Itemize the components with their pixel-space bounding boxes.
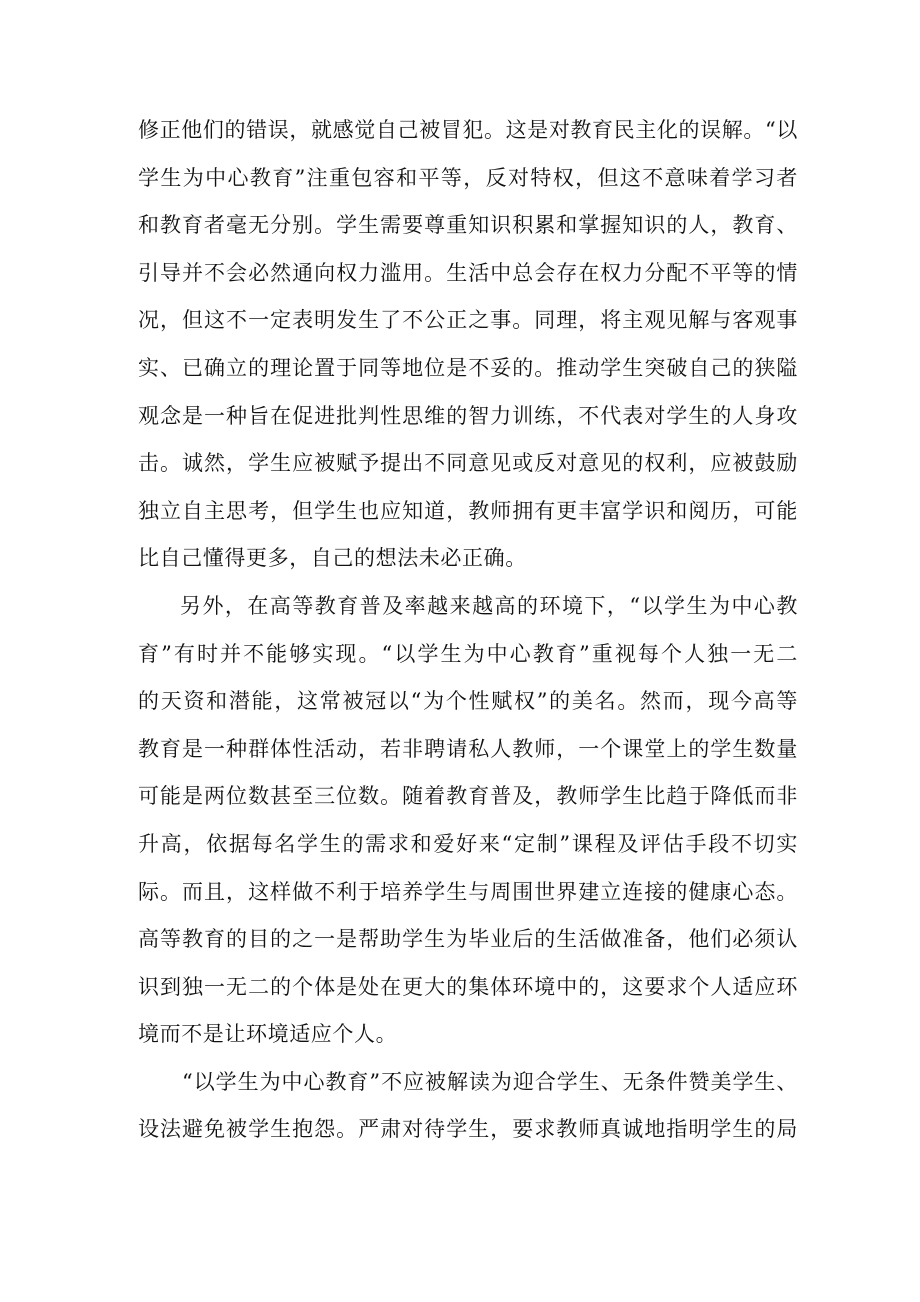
text-line: 高等教育的目的之一是帮助学生为毕业后的生活做准备，他们必须认 bbox=[138, 927, 798, 952]
text-line: 育”有时并不能够实现。“以学生为中心教育”重视每个人独一无二 bbox=[138, 641, 798, 666]
text-line: 升高，依据每名学生的需求和爱好来“定制”课程及评估手段不切实 bbox=[138, 831, 798, 856]
text-line: 和教育者毫无分别。学生需要尊重知识积累和掌握知识的人，教育、 bbox=[138, 213, 798, 238]
text-line: 际。而且，这样做不利于培养学生与周围世界建立连接的健康心态。 bbox=[138, 879, 798, 904]
article-body bbox=[138, 107, 798, 1154]
text-line: 修正他们的错误，就感觉自己被冒犯。这是对教育民主化的误解。“以 bbox=[138, 118, 798, 142]
text-line: 引导并不会必然通向权力滥用。生活中总会存在权力分配不平等的情 bbox=[138, 260, 798, 285]
text-line: 比自己懂得更多，自己的想法未必正确。 bbox=[138, 546, 527, 571]
text-line: 观念是一种旨在促进批判性思维的智力训练，不代表对学生的人身攻 bbox=[138, 403, 798, 428]
text-line: 学生为中心教育”注重包容和平等，反对特权，但这不意味着学习者 bbox=[138, 165, 798, 190]
text-line: 教育是一种群体性活动，若非聘请私人教师，一个课堂上的学生数量 bbox=[138, 736, 798, 761]
text-line: 识到独一无二的个体是处在更大的集体环境中的，这要求个人适应环 bbox=[138, 974, 798, 999]
text-line: 击。诚然，学生应被赋予提出不同意见或反对意见的权利，应被鼓励 bbox=[138, 451, 798, 476]
text-line: 的天资和潜能，这常被冠以“为个性赋权”的美名。然而，现今高等 bbox=[138, 689, 798, 714]
paragraph-first-line: 另外，在高等教育普及率越来越高的环境下，“以学生为中心教 bbox=[180, 593, 798, 618]
text-line: 设法避免被学生抱怨。严肃对待学生，要求教师真诚地指明学生的局 bbox=[138, 1117, 798, 1142]
paragraph-first-line: “以学生为中心教育”不应被解读为迎合学生、无条件赞美学生、 bbox=[182, 1069, 798, 1094]
text-line: 独立自主思考，但学生也应知道，教师拥有更丰富学识和阅历，可能 bbox=[138, 498, 798, 523]
text-line: 可能是两位数甚至三位数。随着教育普及，教师学生比趋于降低而非 bbox=[138, 784, 798, 809]
text-line: 况，但这不一定表明发生了不公正之事。同理，将主观见解与客观事 bbox=[138, 308, 798, 333]
text-line: 境而不是让环境适应个人。 bbox=[138, 1022, 398, 1047]
text-line: 实、已确立的理论置于同等地位是不妥的。推动学生突破自己的狭隘 bbox=[138, 355, 798, 380]
